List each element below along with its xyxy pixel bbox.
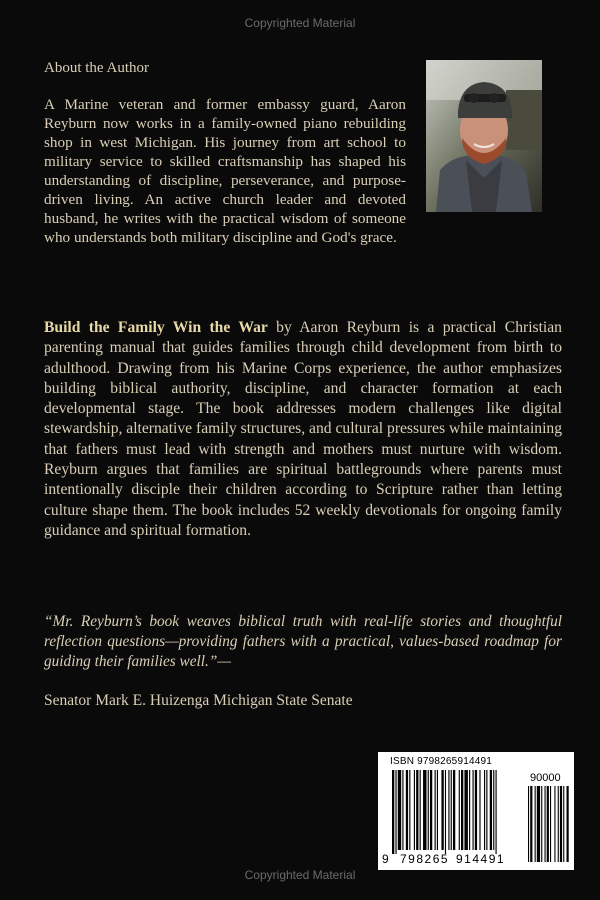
book-description: [44, 318, 562, 541]
watermark-top: Copyrighted Material: [244, 16, 356, 30]
isbn-barcode: [378, 752, 574, 870]
author-photo: [426, 60, 542, 212]
book-title: Build the Family Win the War: [44, 319, 268, 336]
watermark-bottom: Copyrighted Material: [244, 868, 356, 882]
price-code: 90000: [530, 772, 561, 784]
author-photo-image: [426, 60, 542, 212]
endorser-name: Senator Mark E. Huizenga Michigan State Senate: [44, 692, 353, 709]
isbn-label: ISBN 9798265914491: [390, 756, 493, 767]
isbn-digit-group-2: 914491: [456, 852, 506, 866]
author-bio: A Marine veteran and former embassy guard, Aaron Reyburn now works in a family-owned piano rebuilding shop in west Michigan. His journey from art school to military service to skilled craftsmanship has shaped his understanding of discipline, perseverance, and purpose-driven living. An active church leader and devoted husband, he writes with the practical wisdom of someone who understands both military discipline and God's grace.: [44, 96, 406, 246]
book-description-text: by Aaron Reyburn is a practical Christian parenting manual that guides families through child development from birth to adulthood. Drawing from his Marine Corps experience, the author emphasizes building biblical authority, discipline, and character formation at each developmental stage. The book addresses modern challenges like digital stewardship, alternative family structures, and cultural pressures while maintaining that fathers must lead with strength and mothers must nurture with wisdom. Reyburn argues that families are spiritual battlegrounds where parents must intentionally disciple their children according to Scripture rather than letting culture shape them. The book includes 52 weekly devotionals for ongoing family guidance and spiritual formation.: [44, 319, 562, 539]
endorsement-quote: “Mr. Reyburn’s book weaves biblical truth with real-life stories and thoughtful reflection questions—providing fathers with a practical, values-based roadmap for guiding their families well.”—: [44, 613, 562, 670]
isbn-digit-group-1: 798265: [400, 852, 450, 866]
isbn-first-digit: 9: [382, 852, 389, 866]
about-author-heading: About the Author: [44, 60, 149, 76]
